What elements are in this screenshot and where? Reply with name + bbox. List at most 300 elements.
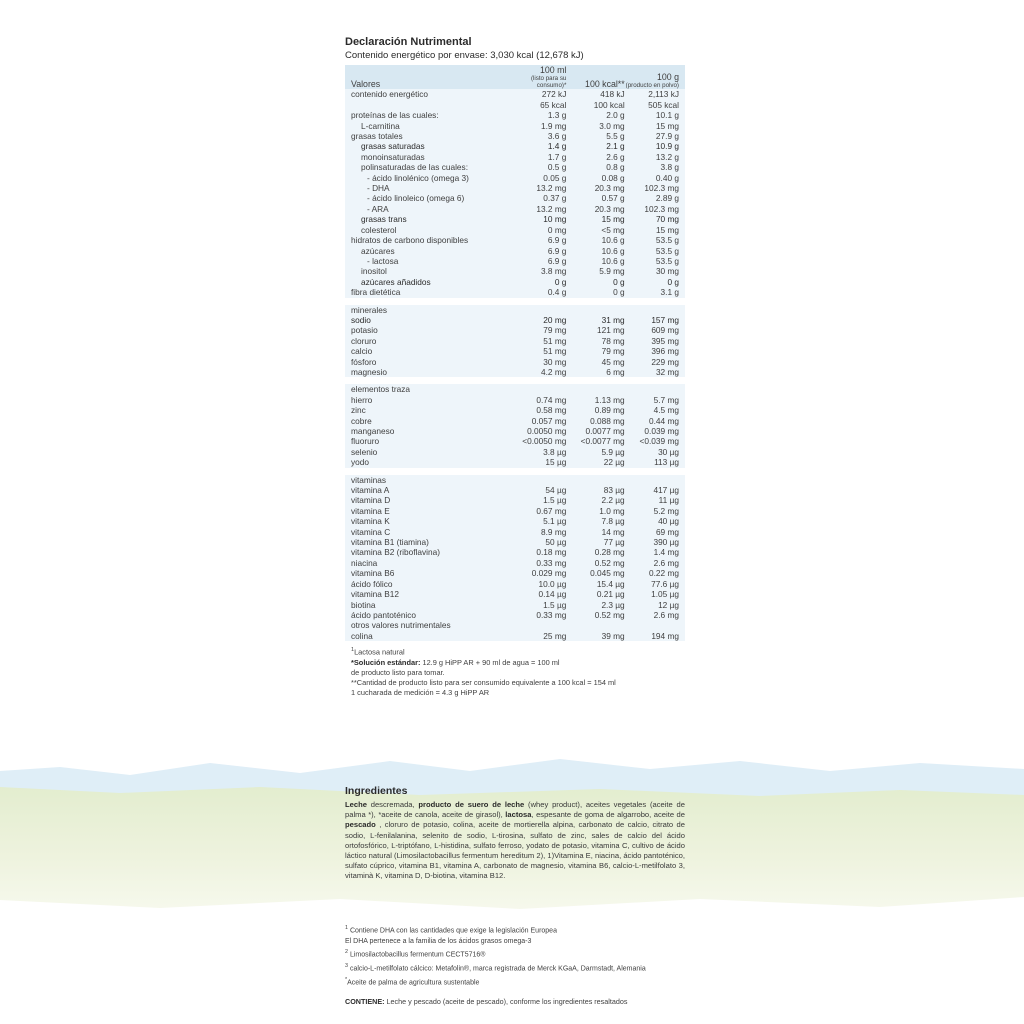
row-value: 0.37 g [508, 193, 566, 203]
row-value: 78 mg [566, 336, 624, 346]
row-value: 79 mg [566, 346, 624, 356]
table-row [345, 426, 685, 436]
row-value: 13.2 mg [508, 183, 566, 193]
table-row [345, 547, 685, 557]
ingredient-text: descremada, [366, 800, 419, 809]
table-row [345, 235, 685, 245]
row-value: 20.3 mg [566, 204, 624, 214]
row-value: 79 mg [508, 325, 566, 335]
row-value: 27.9 g [625, 131, 685, 141]
row-value: 2.89 g [625, 193, 685, 203]
col-header-values: Valores [345, 65, 508, 89]
ingredients-text [345, 800, 685, 882]
row-value: 30 mg [625, 266, 685, 276]
table-row [345, 315, 685, 325]
row-label: selenio [345, 447, 508, 457]
row-value: 6.9 g [508, 235, 566, 245]
bottom-footnotes [345, 923, 690, 1007]
row-value: 0.44 mg [625, 416, 685, 426]
footnote-item [345, 923, 690, 937]
footnote-item [345, 975, 690, 989]
row-label: ácido fólico [345, 579, 508, 589]
row-value: 7.8 µg [566, 516, 624, 526]
row-value: 70 mg [625, 214, 685, 224]
row-label: cobre [345, 416, 508, 426]
row-value: 0.33 mg [508, 610, 566, 620]
nutrition-table [345, 65, 685, 641]
row-label: fibra dietética [345, 287, 508, 297]
row-value: 3.8 µg [508, 447, 566, 457]
note-cucharada: 1 cucharada de medición = 4.3 g HiPP AR [351, 687, 490, 697]
row-value: 4.5 mg [625, 405, 685, 415]
ingredient-highlight: Leche [345, 800, 367, 809]
row-label: fluoruro [345, 436, 508, 446]
row-value: 390 µg [625, 537, 685, 547]
row-value: 609 mg [625, 325, 685, 335]
table-row [345, 516, 685, 526]
row-value: 194 mg [625, 631, 685, 641]
row-value: 53.5 g [625, 235, 685, 245]
row-value: 2.6 mg [625, 558, 685, 568]
row-value [566, 475, 624, 485]
ingredients-title: Ingredientes [345, 785, 408, 797]
row-value: 0.0050 mg [508, 426, 566, 436]
row-label: grasas saturadas [345, 141, 508, 151]
row-value: 3.8 mg [508, 266, 566, 276]
row-value [508, 305, 566, 315]
row-value: 0.22 mg [625, 568, 685, 578]
footnote-marker: 3 [345, 963, 348, 970]
table-row [345, 121, 685, 131]
table-row [345, 266, 685, 276]
row-value: 0.89 mg [566, 405, 624, 415]
row-value: 10.9 g [625, 141, 685, 151]
ingredient-text: , cloruro de potasio, colina, aceite de mortierella alpina, carbonato de calcio, citrato de sodio, L-fenilalanina, selenito de sodio, L-tirosina, sulfato de zinc, sales de calcio del ácido ortofosfórico, L-triptófano, L-histidina, sulfato ferroso, yodato de potasio, vitamina C, cultivo de ácido láctico natural (Limosilactobacillus fermentum hereditum 2), 1)Vitamina E, niacina, ácido pantoténico, sulfato cúprico, vitamina B1, vitamina A, carbonato de magnesio, vitamina B6, calcio-L-metilfolato 3, vitaminà K, vitamina D, D-biotina, vitamina B12. [345, 820, 685, 881]
row-label: zinc [345, 405, 508, 415]
row-value: 0.33 mg [508, 558, 566, 568]
table-row [345, 193, 685, 203]
row-value: 418 kJ [566, 89, 624, 99]
row-value: 0.4 g [508, 287, 566, 297]
table-row [345, 384, 685, 394]
table-row [345, 131, 685, 141]
row-label: vitamina B2 (riboflavina) [345, 547, 508, 557]
row-value: 0 mg [508, 225, 566, 235]
row-label: grasas totales [345, 131, 508, 141]
row-value: 0.21 µg [566, 589, 624, 599]
row-value: 13.2 g [625, 152, 685, 162]
row-value: 6 mg [566, 367, 624, 377]
row-value: 0.057 mg [508, 416, 566, 426]
row-value [508, 475, 566, 485]
row-label: vitamina A [345, 485, 508, 495]
table-row [345, 367, 685, 377]
row-value: 6.9 g [508, 246, 566, 256]
row-label: cloruro [345, 336, 508, 346]
row-value: 11 µg [625, 495, 685, 505]
row-value [566, 305, 624, 315]
row-value: 102.3 mg [625, 183, 685, 193]
row-label: biotina [345, 600, 508, 610]
row-label: grasas trans [345, 214, 508, 224]
row-value: 0.18 mg [508, 547, 566, 557]
table-row [345, 457, 685, 467]
row-label: hidratos de carbono disponibles [345, 235, 508, 245]
row-value: 0.52 mg [566, 558, 624, 568]
row-label: azúcares [345, 246, 508, 256]
row-value: 2.6 g [566, 152, 624, 162]
table-row [345, 447, 685, 457]
footnote-item [345, 947, 690, 961]
row-value: 8.9 mg [508, 527, 566, 537]
row-value: 10.6 g [566, 246, 624, 256]
ingredient-text: aceite de canola, aceite de girasol), [381, 810, 506, 820]
table-row [345, 183, 685, 193]
row-label: sodio [345, 315, 508, 325]
row-value: 40 µg [625, 516, 685, 526]
row-label: contenido energético [345, 89, 508, 99]
table-row [345, 568, 685, 578]
row-value: 5.9 mg [566, 266, 624, 276]
ingredient-text: , espesante de goma de algarrobo, aceite de [531, 810, 685, 820]
row-value [625, 475, 685, 485]
table-row [345, 600, 685, 610]
row-label: vitamina D [345, 495, 508, 505]
table-row [345, 287, 685, 297]
table-row [345, 537, 685, 547]
row-value: <0.0077 mg [566, 436, 624, 446]
row-value: 121 mg [566, 325, 624, 335]
row-value: 0 g [625, 277, 685, 287]
row-value: 0.5 g [508, 162, 566, 172]
table-row [345, 173, 685, 183]
table-row [345, 277, 685, 287]
row-value: 229 mg [625, 357, 685, 367]
table-row [345, 558, 685, 568]
row-value: 1.5 µg [508, 600, 566, 610]
row-value: 20.3 mg [566, 183, 624, 193]
row-label: vitamina K [345, 516, 508, 526]
row-value: 0.40 g [625, 173, 685, 183]
page-title: Declaración Nutrimental [345, 36, 472, 48]
row-value: 1.4 mg [625, 547, 685, 557]
row-value [625, 620, 685, 630]
row-value: 1.0 mg [566, 506, 624, 516]
table-row [345, 346, 685, 356]
row-value: 53.5 g [625, 246, 685, 256]
ingredients-content [345, 785, 685, 882]
row-value: 2.1 g [566, 141, 624, 151]
row-label: - ácido linoleico (omega 6) [345, 193, 508, 203]
row-value: 54 µg [508, 485, 566, 495]
row-value: <5 mg [566, 225, 624, 235]
row-value: 395 mg [625, 336, 685, 346]
row-label: vitamina E [345, 506, 508, 516]
footnote-text: calcio-L-metilfolato cálcico: Metafolin®, marca registrada de Merck KGaA, Darmstadt, Alemania [348, 965, 646, 973]
row-label: manganeso [345, 426, 508, 436]
row-value [566, 620, 624, 630]
row-value: 0.57 g [566, 193, 624, 203]
row-value: 39 mg [566, 631, 624, 641]
row-label: calcio [345, 346, 508, 356]
row-label: minerales [345, 305, 508, 315]
row-value: 1.5 µg [508, 495, 566, 505]
row-value [508, 384, 566, 394]
row-value: 15 mg [625, 121, 685, 131]
energy-subtitle: Contenido energético por envase: 3,030 kcal (12,678 kJ) [345, 50, 584, 61]
row-value: 22 µg [566, 457, 624, 467]
row-value: 0.52 mg [566, 610, 624, 620]
row-label: niacina [345, 558, 508, 568]
table-row [345, 485, 685, 495]
table-row [345, 204, 685, 214]
row-value: 20 mg [508, 315, 566, 325]
table-group-spacer [345, 468, 685, 475]
allergen-statement: CONTIENE: Leche y pescado (aceite de pescado), conforme los ingredientes resaltados [345, 996, 628, 1006]
row-value: 113 µg [625, 457, 685, 467]
footnote-marker: * [345, 976, 348, 983]
ingredient-highlight: producto de suero de leche [418, 800, 525, 809]
row-value: 157 mg [625, 315, 685, 325]
row-value: 15 µg [508, 457, 566, 467]
table-row [345, 436, 685, 446]
table-row [345, 589, 685, 599]
table-row [345, 246, 685, 256]
row-label [345, 100, 508, 110]
footnote-marker: 2 [345, 949, 348, 956]
row-label: fósforo [345, 357, 508, 367]
table-row [345, 152, 685, 162]
row-label: yodo [345, 457, 508, 467]
row-label: azúcares añadidos [345, 277, 508, 287]
row-value: 0.045 mg [566, 568, 624, 578]
row-value: 5.1 µg [508, 516, 566, 526]
col-header-100g: 100 g (producto en polvo) [625, 65, 685, 89]
row-value: 15 mg [566, 214, 624, 224]
ingredient-highlight: lactosa [505, 810, 532, 820]
row-value: 1.3 g [508, 110, 566, 120]
row-value: 2.2 µg [566, 495, 624, 505]
table-row [345, 506, 685, 516]
row-label: hierro [345, 395, 508, 405]
row-value: 10.1 g [625, 110, 685, 120]
footnote-item [345, 937, 690, 948]
note-solucion: *Solución estándar: 12.9 g HiPP AR + 90 ml de agua = 100 ml [351, 657, 560, 667]
row-value: 5.5 g [566, 131, 624, 141]
table-row [345, 405, 685, 415]
col-header-100kcal: 100 kcal** [566, 65, 624, 89]
row-label: vitaminas [345, 475, 508, 485]
row-value: 0.088 mg [566, 416, 624, 426]
row-label: proteínas de las cuales: [345, 110, 508, 120]
table-row [345, 620, 685, 630]
row-value: 14 mg [566, 527, 624, 537]
table-row [345, 100, 685, 110]
footnote-text: Aceite de palma de agricultura sustentable [347, 979, 480, 987]
table-row [345, 256, 685, 266]
row-value: 5.9 µg [566, 447, 624, 457]
row-value: 0.8 g [566, 162, 624, 172]
row-value: 1.13 mg [566, 395, 624, 405]
row-label: vitamina B6 [345, 568, 508, 578]
row-value: 0.0077 mg [566, 426, 624, 436]
row-value: 0 g [566, 277, 624, 287]
note-cantidad: **Cantidad de producto listo para ser consumido equivalente a 100 kcal = 154 ml [351, 677, 616, 687]
footnote-text: Limosilactobacillus fermentum CECT5716® [348, 951, 486, 959]
row-label: vitamina C [345, 527, 508, 537]
row-label: colesterol [345, 225, 508, 235]
row-value: 0.08 g [566, 173, 624, 183]
row-label: L-carnitina [345, 121, 508, 131]
row-value: 0.28 mg [566, 547, 624, 557]
row-value: 1.7 g [508, 152, 566, 162]
row-value: 51 mg [508, 336, 566, 346]
footnote-item [345, 961, 690, 975]
row-value: 77 µg [566, 537, 624, 547]
row-value: 6.9 g [508, 256, 566, 266]
row-value: 65 kcal [508, 100, 566, 110]
table-row [345, 631, 685, 641]
ingredient-highlight: pescado [345, 820, 376, 830]
table-group-spacer [345, 377, 685, 384]
row-value: 0.58 mg [508, 405, 566, 415]
row-label: inositol [345, 266, 508, 276]
footnote-text: El DHA pertenece a la familia de los ácidos grasos omega-3 [345, 937, 532, 945]
row-value: 505 kcal [625, 100, 685, 110]
row-value: 2.6 mg [625, 610, 685, 620]
row-value [508, 620, 566, 630]
row-value: 10.6 g [566, 256, 624, 266]
row-value: 0 g [566, 287, 624, 297]
table-row [345, 89, 685, 99]
row-label: - ARA [345, 204, 508, 214]
row-value: 0.05 g [508, 173, 566, 183]
row-value: 2,113 kJ [625, 89, 685, 99]
table-row [345, 395, 685, 405]
ingredient-text: (whey product), aceites vegetales (aceite de palma *), [345, 800, 685, 820]
row-value: 3.6 g [508, 131, 566, 141]
row-value: 12 µg [625, 600, 685, 610]
row-value: <0.039 mg [625, 436, 685, 446]
row-label: elementos traza [345, 384, 508, 394]
row-value: 102.3 mg [625, 204, 685, 214]
table-row [345, 527, 685, 537]
row-label: - lactosa [345, 256, 508, 266]
row-value: 0.039 mg [625, 426, 685, 436]
table-row [345, 225, 685, 235]
row-value: 272 kJ [508, 89, 566, 99]
nutrition-panel [345, 36, 685, 698]
row-value [625, 305, 685, 315]
row-value: 25 mg [508, 631, 566, 641]
footnote-marker: 1 [345, 925, 348, 931]
row-value: 5.7 mg [625, 395, 685, 405]
row-value: 83 µg [566, 485, 624, 495]
table-row [345, 214, 685, 224]
row-value: 50 µg [508, 537, 566, 547]
row-label: potasio [345, 325, 508, 335]
row-value: 5.2 mg [625, 506, 685, 516]
row-label: vitamina B12 [345, 589, 508, 599]
row-value: 3.8 g [625, 162, 685, 172]
row-value: 30 mg [508, 357, 566, 367]
row-label: otros valores nutrimentales [345, 620, 508, 630]
row-value: 1.4 g [508, 141, 566, 151]
row-label: colina [345, 631, 508, 641]
row-value: 3.0 mg [566, 121, 624, 131]
footnote-text: Contiene DHA con las cantidades que exige la legislación Europea [348, 927, 557, 935]
row-value: 1.9 mg [508, 121, 566, 131]
row-value: 30 µg [625, 447, 685, 457]
row-value: 0.029 mg [508, 568, 566, 578]
table-row [345, 495, 685, 505]
row-value: 2.3 µg [566, 600, 624, 610]
col-header-100ml: 100 ml (listo para su consumo)* [508, 65, 566, 89]
row-value: <0.0050 mg [508, 436, 566, 446]
row-value: 1.05 µg [625, 589, 685, 599]
row-value [625, 384, 685, 394]
row-value: 31 mg [566, 315, 624, 325]
note-solucion-cont: de producto listo para tomar. [351, 667, 445, 677]
table-row [345, 610, 685, 620]
row-value: 100 kcal [566, 100, 624, 110]
row-value: 32 mg [625, 367, 685, 377]
table-group-spacer [345, 298, 685, 305]
row-value: 10 mg [508, 214, 566, 224]
row-value: 2.0 g [566, 110, 624, 120]
table-row [345, 336, 685, 346]
row-value: 10.0 µg [508, 579, 566, 589]
row-value: 417 µg [625, 485, 685, 495]
row-value: 15.4 µg [566, 579, 624, 589]
ingredients-band [0, 757, 1024, 915]
table-row [345, 305, 685, 315]
row-value: 15 mg [625, 225, 685, 235]
ingredient-text: * [378, 810, 382, 820]
table-row [345, 110, 685, 120]
row-label: polinsaturadas de las cuales: [345, 162, 508, 172]
row-value: 396 mg [625, 346, 685, 356]
table-row [345, 325, 685, 335]
note-lactosa: $^1$Lactosa natural [351, 647, 405, 657]
table-row [345, 357, 685, 367]
table-row [345, 475, 685, 485]
table-row [345, 141, 685, 151]
table-row [345, 579, 685, 589]
row-value: 3.1 g [625, 287, 685, 297]
row-label: monoinsaturadas [345, 152, 508, 162]
row-value: 4.2 mg [508, 367, 566, 377]
table-row [345, 162, 685, 172]
row-value [566, 384, 624, 394]
table-header-row [345, 65, 685, 89]
row-value: 0.67 mg [508, 506, 566, 516]
row-value: 53.5 g [625, 256, 685, 266]
row-value: 10.6 g [566, 235, 624, 245]
row-value: 0.14 µg [508, 589, 566, 599]
table-row [345, 416, 685, 426]
row-label: - ácido linolénico (omega 3) [345, 173, 508, 183]
row-value: 45 mg [566, 357, 624, 367]
row-label: - DHA [345, 183, 508, 193]
row-value: 69 mg [625, 527, 685, 537]
table-footnotes [345, 645, 685, 697]
row-value: 0 g [508, 277, 566, 287]
row-label: ácido pantoténico [345, 610, 508, 620]
row-label: magnesio [345, 367, 508, 377]
row-value: 13.2 mg [508, 204, 566, 214]
row-value: 77.6 µg [625, 579, 685, 589]
